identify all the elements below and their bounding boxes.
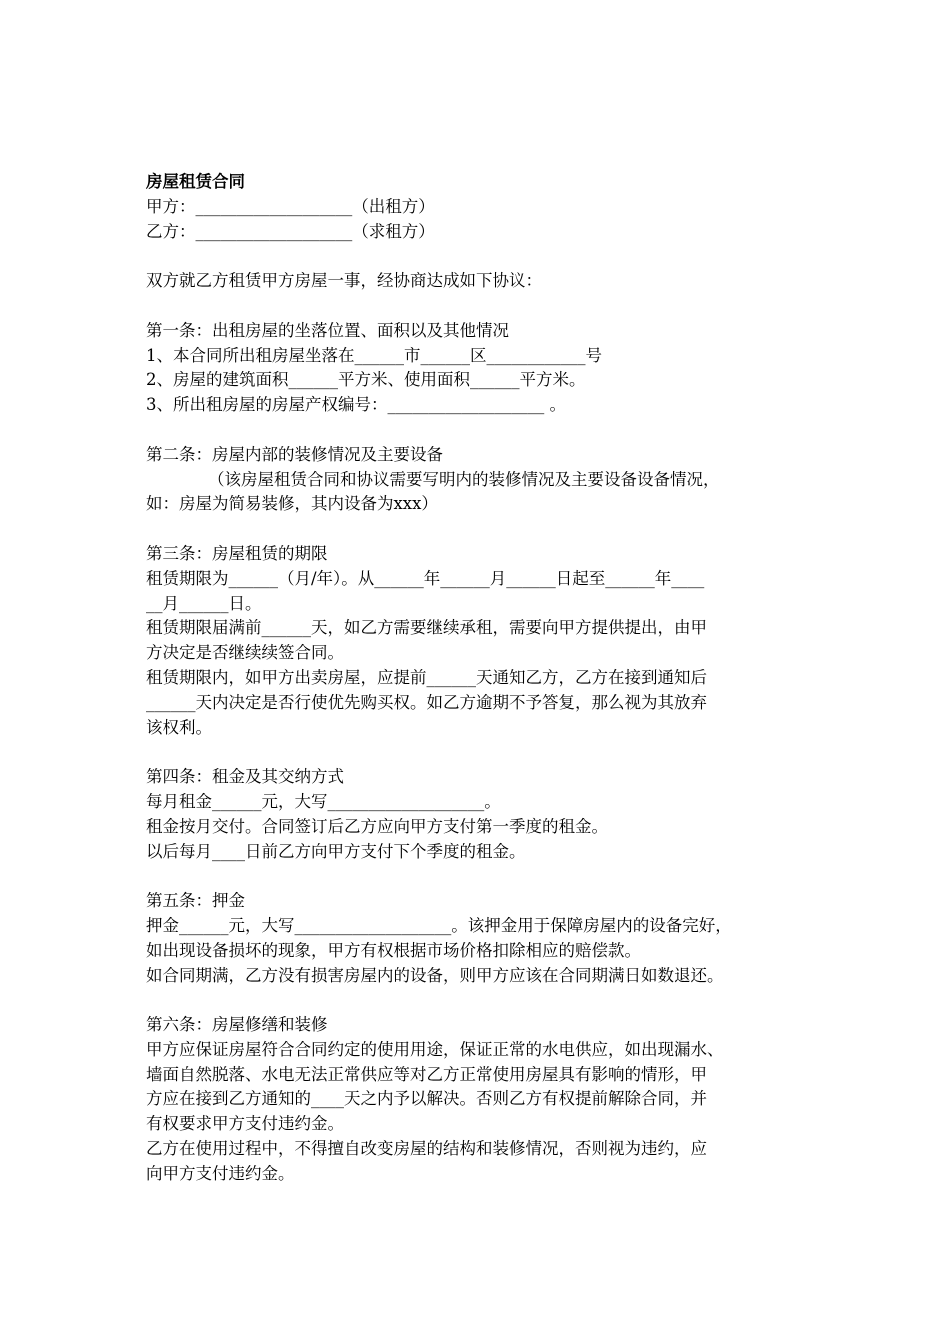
article-2-line: （该房屋租赁合同和协议需要写明内的装修情况及主要设备设备情况， (208, 469, 720, 489)
document-title: 房屋租赁合同 (146, 172, 245, 191)
article-6-heading: 第六条：房屋修缮和装修 (146, 1015, 328, 1035)
article-5-line: 押金______元，大写___________________。该押金用于保障房屋内的设备完好， (146, 915, 732, 935)
article-3-line: __月______日。 (146, 593, 262, 613)
article-6-line: 墙面自然脱落、水电无法正常供应等对乙方正常使用房屋具有影响的情形，甲 (146, 1064, 707, 1084)
article-3-heading: 第三条：房屋租赁的期限 (146, 543, 328, 563)
article-6-line: 有权要求甲方支付违约金。 (146, 1114, 344, 1134)
article-3-line: 租赁期限届满前______天，如乙方需要继续承租，需要向甲方提供提出，由甲 (146, 618, 707, 638)
article-3-line: ______天内决定是否行使优先购买权。如乙方逾期不予答复，那么视为其放弃 (146, 692, 707, 712)
article-3-line: 方决定是否继续续签合同。 (146, 643, 344, 663)
party-a-line: 甲方：___________________（出租方） (146, 196, 435, 216)
intro-paragraph: 双方就乙方租赁甲方房屋一事，经协商达成如下协议： (146, 271, 542, 291)
article-4-heading: 第四条：租金及其交纳方式 (146, 767, 344, 787)
spacer (146, 740, 816, 765)
article-6-line: 乙方在使用过程中，不得擅自改变房屋的结构和装修情况，否则视为违约，应 (146, 1139, 707, 1159)
article-6-line: 向甲方支付违约金。 (146, 1163, 295, 1183)
article-4-line: 租金按月交付。合同签订后乙方应向甲方支付第一季度的租金。 (146, 816, 608, 836)
article-5-line: 如出现设备损坏的现象，甲方有权根据市场价格扣除相应的赔偿款。 (146, 940, 641, 960)
article-4-line: 每月租金______元，大写___________________。 (146, 791, 501, 811)
article-3-line: 租赁期限为______（月/年）。从______年______月______日起至______年____ (146, 568, 705, 588)
article-2-heading: 第二条：房屋内部的装修情况及主要设备 (146, 444, 443, 464)
spacer (146, 244, 816, 269)
spacer (146, 294, 816, 319)
article-3-line: 该权利。 (146, 717, 212, 737)
article-1-heading: 第一条：出租房屋的坐落位置、面积以及其他情况 (146, 320, 509, 340)
article-5-line: 如合同期满，乙方没有损害房屋内的设备，则甲方应该在合同期满日如数退还。 (146, 965, 724, 985)
article-6-line: 方应在接到乙方通知的____天之内予以解决。否则乙方有权提前解除合同，并 (146, 1089, 707, 1109)
article-4-line: 以后每月____日前乙方向甲方支付下个季度的租金。 (146, 841, 526, 861)
spacer (146, 418, 816, 443)
party-b-line: 乙方：___________________（求租方） (146, 221, 435, 241)
spacer (146, 517, 816, 542)
article-2-line: 如：房屋为简易装修，其内设备为xxx） (146, 494, 438, 514)
article-1-line: 3、所出租房屋的房屋产权编号：___________________ 。 (146, 395, 566, 415)
contract-page (146, 170, 816, 1187)
spacer (146, 864, 816, 889)
article-1-line: 1、本合同所出租房屋坐落在______市______区____________号 (146, 345, 602, 365)
article-3-line: 租赁期限内，如甲方出卖房屋，应提前______天通知乙方，乙方在接到通知后 (146, 667, 707, 687)
article-6-line: 甲方应保证房屋符合合同约定的使用用途，保证正常的水电供应，如出现漏水、 (146, 1039, 724, 1059)
spacer (146, 988, 816, 1013)
article-5-heading: 第五条：押金 (146, 891, 245, 911)
article-1-line: 2、房屋的建筑面积______平方米、使用面积______平方米。 (146, 370, 586, 390)
